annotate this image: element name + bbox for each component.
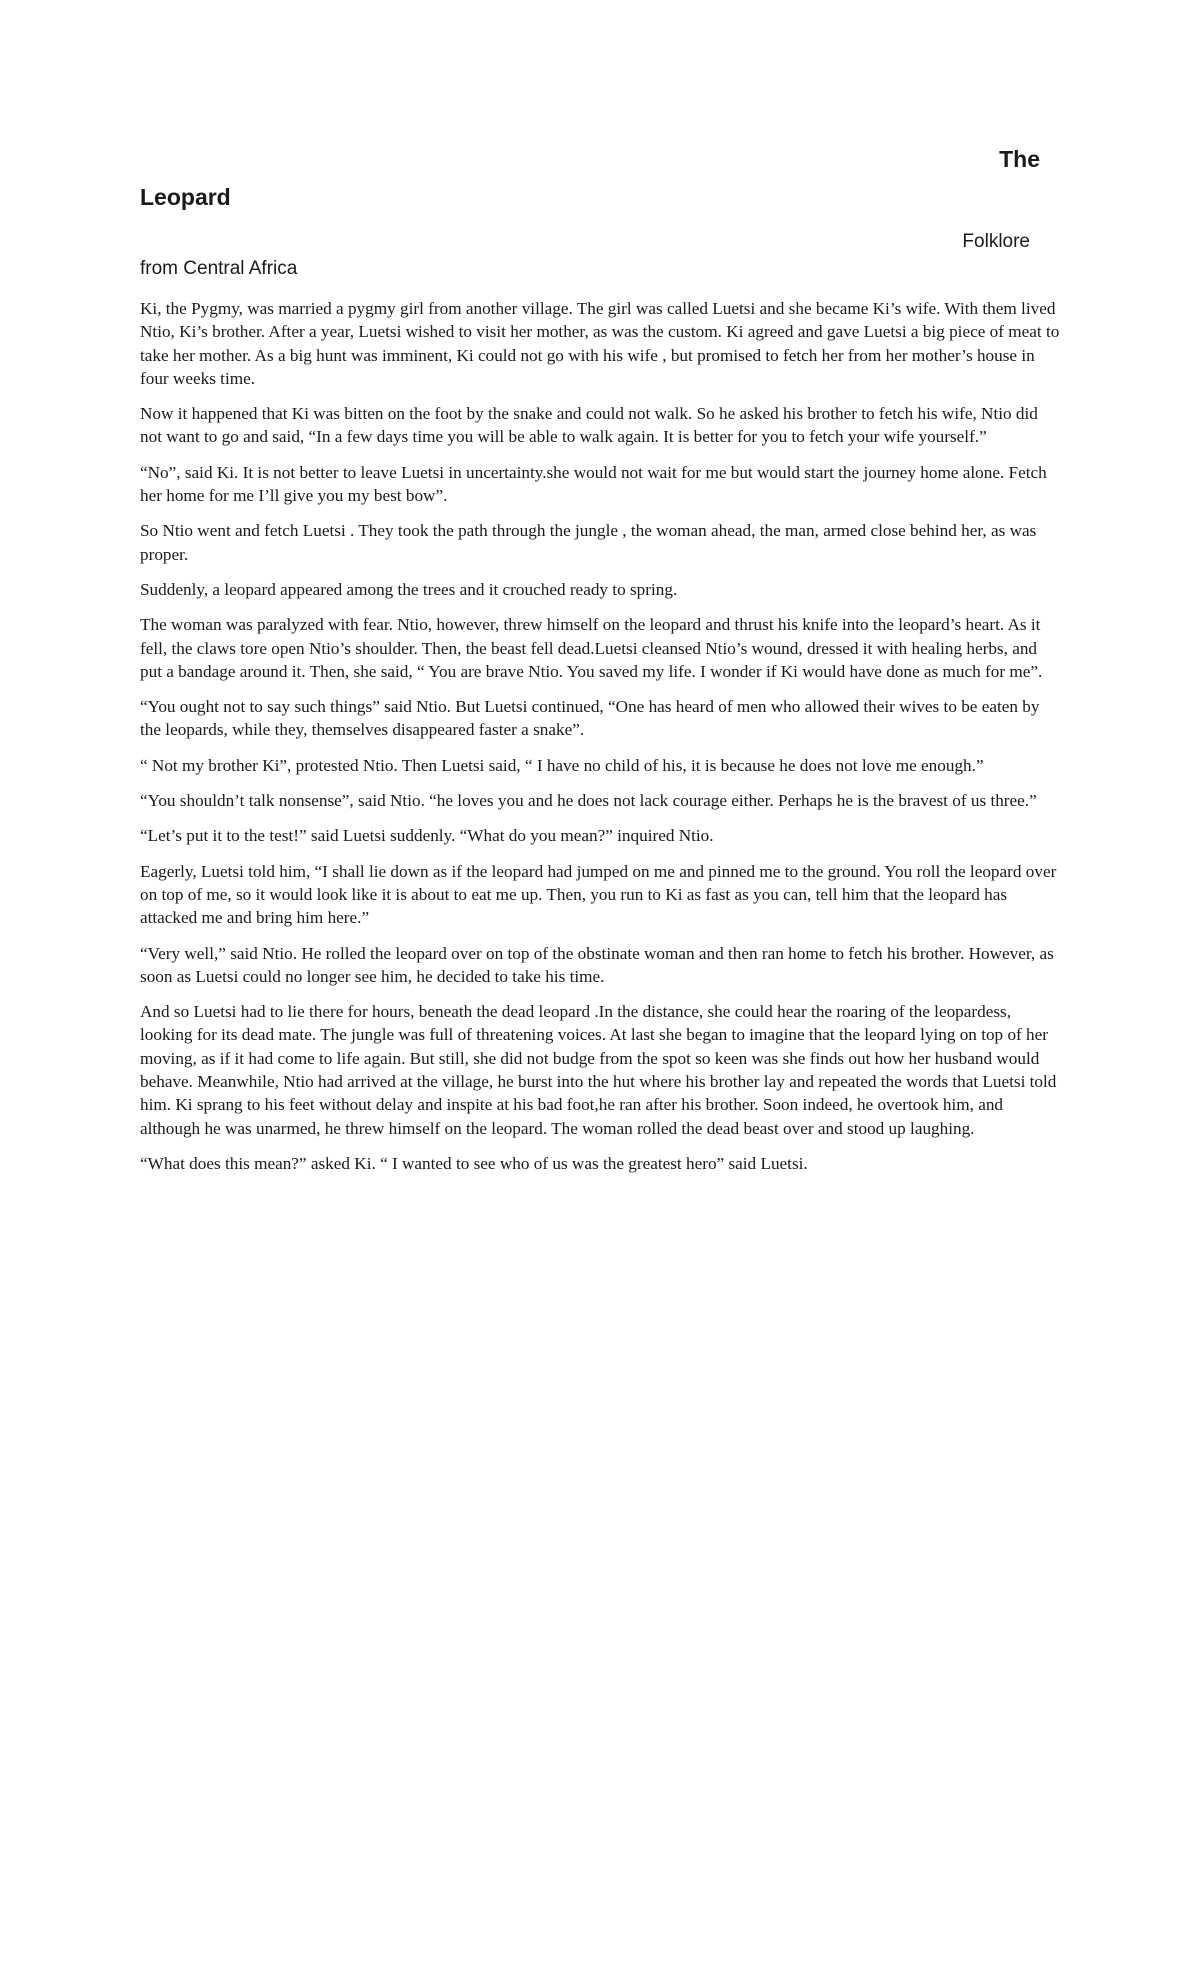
title-line-1: The	[999, 146, 1040, 172]
paragraph: Suddenly, a leopard appeared among the trees and it crouched ready to spring.	[140, 579, 678, 599]
paragraph: Ki, the Pygmy, was married a pygmy girl from another village. The girl was called Luetsi and she became Ki’s wife. With them lived Ntio, Ki’s brother. After a year, Luetsi wished to visit her mother, as was the custom. Ki agreed and gave Luetsi a big piece of meat to take her mother. As a big hunt was imminent, Ki could not go with his wife , but promised to fetch her from her mother’s house in four weeks time.	[140, 299, 1060, 388]
paragraph: “ Not my brother Ki”, protested Ntio. Then Luetsi said, “ I have no child of his, it is because he does not love me enough.”	[140, 755, 984, 775]
paragraph: So Ntio went and fetch Luetsi . They took the path through the jungle , the woman ahead, the man, armed close behind her, as was proper.	[140, 521, 1037, 564]
paragraph: And so Luetsi had to lie there for hours, beneath the dead leopard .In the distance, she could hear the roaring of the leopardess, looking for its dead mate. The jungle was full of threatening voices. At last she began to imagine that the leopard lying on top of her moving, as if it had come to life again. But still, she did not budge from the spot so keen was she finds out how her husband would behave. Meanwhile, Ntio had arrived at the village, he burst into the hut where his brother lay and repeated the words that Luetsi told him. Ki sprang to his feet without delay and inspite at his bad foot,he ran after his brother. Soon indeed, he overtook him, and although he was unarmed, he threw himself on the leopard. The woman rolled the dead beast over and stood up laughing.	[140, 1002, 1057, 1138]
paragraph: Now it happened that Ki was bitten on the foot by the snake and could not walk. So he asked his brother to fetch his wife, Ntio did not want to go and said, “In a few days time you will be able to walk again. It is better for you to fetch your wife yourself.”	[140, 404, 1038, 447]
paragraph: “What does this mean?” asked Ki. “ I wanted to see who of us was the greatest hero” said Luetsi.	[140, 1153, 808, 1173]
story-body	[140, 297, 1060, 1187]
paragraph: The woman was paralyzed with fear. Ntio, however, threw himself on the leopard and thrust his knife into the leopard’s heart. As it fell, the claws tore open Ntio’s shoulder. Then, the beast fell dead.Luetsi cleansed Ntio’s wound, dressed it with healing herbs, and put a bandage around it. Then, she said, “ You are brave Ntio. You saved my life. I wonder if Ki would have done as much for me”.	[140, 615, 1043, 681]
paragraph: “Very well,” said Ntio. He rolled the leopard over on top of the obstinate woman and then ran home to fetch his brother. However, as soon as Luetsi could no longer see him, he decided to take his time.	[140, 943, 1054, 986]
paragraph: “You ought not to say such things” said Ntio. But Luetsi continued, “One has heard of men who allowed their wives to be eaten by the leopards, while they, themselves disappeared faster a snake”.	[140, 697, 1040, 740]
paragraph: “No”, said Ki. It is not better to leave Luetsi in uncertainty.she would not wait for me but would start the journey home alone. Fetch her home for me I’ll give you my best bow”.	[140, 462, 1047, 506]
paragraph: “You shouldn’t talk nonsense”, said Ntio. “he loves you and he does not lack courage either. Perhaps he is the bravest of us three.”	[140, 791, 1037, 811]
title-line-2: Leopard	[140, 184, 231, 210]
subtitle-genre: Folklore	[962, 231, 1030, 252]
paragraph: “Let’s put it to the test!” said Luetsi suddenly. “What do you mean?” inquired Ntio.	[140, 826, 714, 846]
paragraph: Eagerly, Luetsi told him, “I shall lie down as if the leopard had jumped on me and pinned me to the ground. You roll the leopard over on top of me, so it would look like it is about to eat me up. Then, you run to Ki as fast as you can, tell him that the leopard has attacked me and bring him here.”	[140, 861, 1057, 928]
subtitle-origin: from Central Africa	[140, 258, 298, 279]
